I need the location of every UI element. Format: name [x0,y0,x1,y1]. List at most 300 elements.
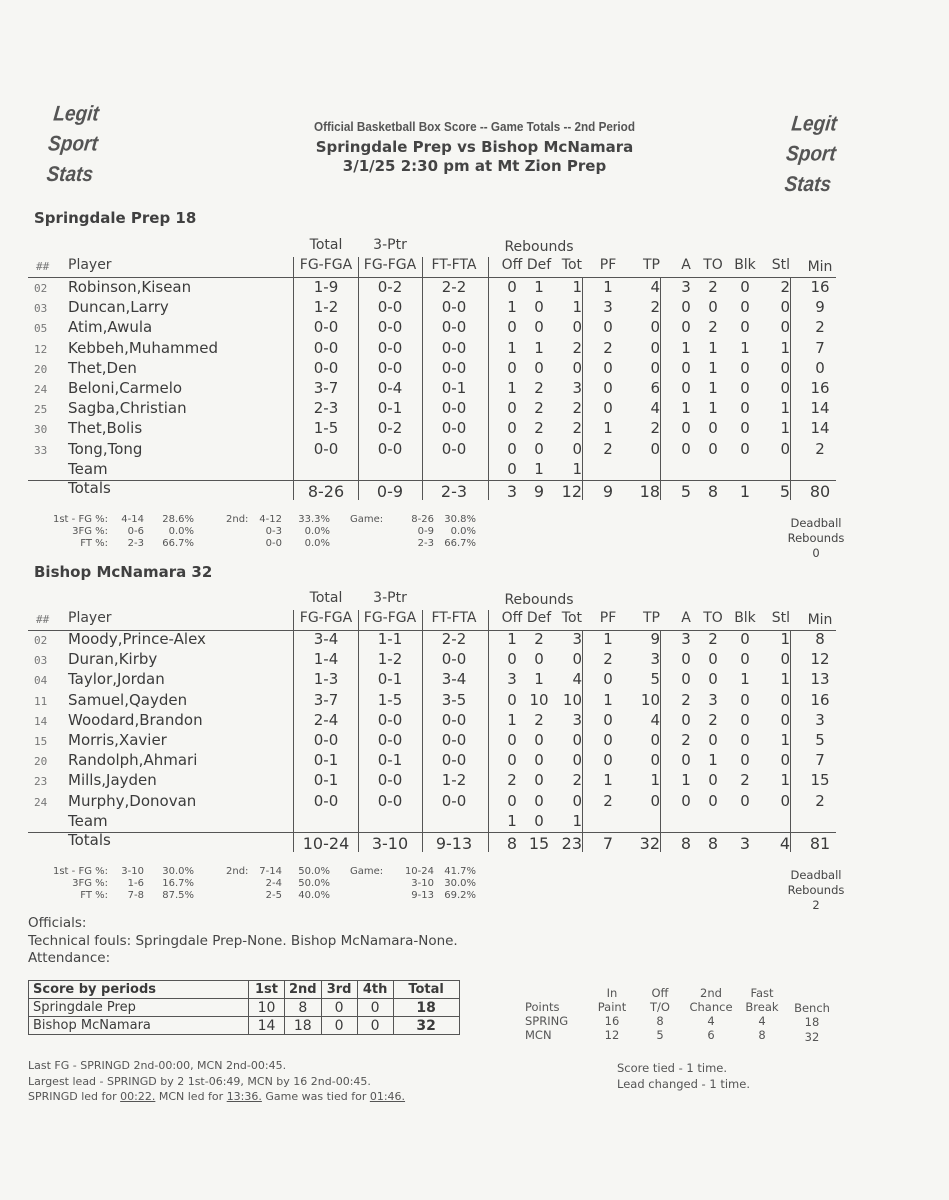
last-fg-note: Last FG - SPRINGD 2nd-00:00, MCN 2nd-00:45. [28,1059,287,1072]
col-header-to: TO [703,257,723,273]
stat-a: 0 [681,419,691,438]
stat-tp: 0 [650,318,660,337]
totals-rule [28,480,836,481]
stat-off: 1 [507,630,517,648]
stat-min: 5 [815,731,825,749]
player-name: Team [68,459,108,478]
col-header-blk: Blk [734,257,756,273]
stat-def: 1 [534,278,544,296]
stat-fg: 3-7 [313,690,339,709]
stat-fg: 1-9 [313,278,339,296]
points-head-to-l1: Off [651,986,669,1000]
col-header-def: Def [526,610,552,626]
pct-p1-pct: 87.5% [162,890,194,901]
stat-a: 0 [681,751,691,770]
col-header-stl: Stl [771,257,790,273]
stat-tp: 1 [650,771,660,790]
stat-tp: 9 [650,630,660,648]
player-number: 20 [34,362,48,376]
pct-p1-pct: 28.6% [162,514,194,525]
periods-header-total: Total [393,981,459,999]
stat-tp3: 0-1 [377,751,403,770]
stat-stl: 0 [780,379,790,397]
stat-a: 0 [681,379,691,397]
stat-fg: 2-3 [313,399,339,418]
stat-fg: 1-2 [313,298,339,317]
tied-label: Game was tied for [265,1090,367,1103]
stat-stl: 1 [780,731,790,749]
stat-pf: 0 [603,731,613,749]
pct-2nd-label: 2nd: [226,866,249,877]
stat-min: 16 [810,379,830,397]
stat-min: 15 [810,771,830,790]
totals-to: 8 [707,482,719,501]
pct-game-pct: 66.7% [444,538,476,549]
pct-game-made: 10-24 [404,866,434,877]
col-header-to: TO [703,610,723,626]
stat-stl: 0 [780,318,790,337]
col-header-min: Min [807,259,833,275]
pct-game-label: Game: [350,866,384,877]
stat-tp3: 0-4 [377,379,403,397]
stat-to: 0 [708,791,718,810]
stat-tp: 0 [650,731,660,749]
stat-stl: 0 [780,791,790,810]
stat-fg: 0-1 [313,771,339,790]
stat-min: 9 [815,298,825,317]
stat-blk: 0 [740,690,750,709]
stat-a: 0 [681,670,691,689]
stat-min: 16 [810,690,830,709]
periods-q3: 0 [321,999,357,1017]
pct-p2-made: 4-12 [259,514,282,525]
stat-off: 0 [507,751,517,770]
stat-min: 8 [815,630,825,648]
stat-tp: 0 [650,358,660,377]
pct-p1-pct: 16.7% [162,878,194,889]
player-number: 02 [34,634,48,647]
periods-row [29,1017,460,1035]
player-name: Kebbeh,Muhammed [68,338,218,357]
column-divider [790,630,791,852]
player-number: 25 [34,403,48,417]
points-head-chance [684,986,738,1014]
stat-stl: 0 [780,298,790,317]
col-header-num: ## [36,260,50,273]
totals-blk: 1 [739,482,751,501]
pct-2nd-label: 2nd: [226,514,249,525]
player-number: 14 [34,714,48,728]
stat-off: 1 [507,379,517,397]
logo-word: Stats [45,162,95,187]
stat-pf: 0 [603,358,613,377]
pct-p2-made: 2-5 [265,890,282,901]
stat-stl: 0 [780,751,790,770]
stat-def: 0 [534,791,544,810]
player-name: Thet,Bolis [68,419,143,438]
periods-q3: 0 [321,1017,357,1035]
periods-row [29,999,460,1017]
stat-off: 0 [507,399,517,418]
stat-tp: 0 [650,338,660,357]
player-name: Randolph,Ahmari [68,751,198,770]
totals-label: Totals [68,479,111,497]
player-name: Taylor,Jordan [68,670,165,689]
stat-tot: 0 [572,731,582,749]
points-bench: 18 [804,1015,820,1029]
deadball-label: Deadball [790,868,842,882]
totals-pf: 7 [602,834,614,853]
stat-stl: 0 [780,358,790,377]
totals-ft: 2-3 [440,482,468,501]
totals-stl: 4 [779,834,790,853]
stat-off: 0 [507,318,517,337]
stat-pf: 1 [603,278,613,296]
stat-stl: 1 [780,399,790,418]
periods-team: Springdale Prep [29,999,249,1017]
points-chance: 6 [707,1028,715,1042]
stat-def: 0 [534,298,544,317]
stat-min: 7 [815,751,825,770]
stat-min: 16 [810,278,830,296]
totals-a: 8 [680,834,692,853]
stat-blk: 0 [740,298,750,317]
stat-ft: 0-0 [441,318,467,337]
pct-p2-made: 7-14 [259,866,282,877]
stat-ft: 3-4 [441,670,467,689]
stat-tp3: 1-1 [377,630,403,648]
stat-off: 1 [507,338,517,357]
stat-def: 2 [534,379,544,397]
stat-to: 3 [708,690,718,709]
deadball-label: Deadball [790,516,842,530]
pct-label: FT %: [80,890,108,901]
stat-def: 0 [534,771,544,790]
stat-fg: 1-3 [313,670,339,689]
stat-fg: 2-4 [313,710,339,729]
periods-q1: 10 [249,999,285,1017]
player-number: 03 [34,654,48,668]
points-team: SPRING [525,1014,569,1028]
pct-game-pct: 41.7% [444,866,476,877]
periods-q2: 8 [285,999,322,1017]
stat-min: 3 [815,710,825,729]
stat-tp: 4 [650,278,660,296]
points-head-to-l2: T/O [650,1000,670,1014]
stat-tot: 1 [572,278,582,296]
points-head-fastbreak [740,986,784,1014]
player-number: 24 [34,795,48,809]
stat-stl: 1 [780,630,790,648]
stat-to: 1 [708,751,718,770]
col-header-tot: Tot [561,610,582,626]
stat-tp3: 0-0 [377,318,403,337]
stat-pf: 1 [603,419,613,438]
points-head-to [640,986,680,1014]
player-number: 33 [34,443,48,457]
player-name: Duncan,Larry [68,298,169,317]
group-3ptr-header: 3-Ptr [373,590,407,606]
totals-def: 15 [528,834,550,853]
player-number: 02 [34,282,48,295]
col-header-num: ## [36,613,50,626]
pct-p2-pct: 0.0% [304,526,330,537]
totals-ft: 9-13 [435,834,473,853]
group-rebounds-header: Rebounds [504,239,574,255]
stat-pf: 2 [603,439,613,458]
player-number: 12 [34,342,48,356]
stat-def: 2 [534,419,544,438]
stat-off: 1 [507,710,517,729]
pct-label: 3FG %: [72,526,108,537]
deadball-value: 0 [812,546,820,560]
stat-blk: 0 [740,278,750,296]
led-b-label: MCN led for [158,1090,224,1103]
totals-tp3: 3-10 [371,834,409,853]
points-head-paint-l1: In [606,986,618,1000]
points-head-bench: Bench [794,1001,830,1015]
stat-pf: 2 [603,650,613,669]
stat-to: 2 [708,318,718,337]
stat-ft: 3-5 [441,690,467,709]
stat-blk: 0 [740,751,750,770]
stat-tp3: 1-5 [377,690,403,709]
player-name: Morris,Xavier [68,731,167,749]
totals-rule [28,832,836,833]
group-total-header: Total [309,237,343,253]
stat-pf: 1 [603,690,613,709]
stat-a: 3 [681,630,691,648]
stat-fg: 0-0 [313,731,339,749]
points-head-fastbreak-l1: Fast [750,986,774,1000]
column-divider [358,257,359,500]
col-header-tp: TP [643,610,660,626]
stat-a: 0 [681,298,691,317]
pct-game-made: 0-9 [417,526,434,537]
stat-stl: 1 [780,419,790,438]
player-name: Robinson,Kisean [68,278,192,296]
logo-word: Stats [783,172,833,197]
led-a-time: 00:22. [120,1090,156,1103]
col-header-pf: PF [599,610,617,626]
stat-fg: 3-7 [313,379,339,397]
stat-tp: 0 [650,439,660,458]
stat-tot: 1 [572,459,582,478]
points-head-paint-l2: Paint [597,1000,627,1014]
player-number: 24 [34,383,48,396]
stat-a: 1 [681,338,691,357]
stat-def: 2 [534,710,544,729]
player-number: 05 [34,322,48,336]
player-name: Mills,Jayden [68,771,157,790]
col-header-def: Def [526,257,552,273]
stat-pf: 3 [603,298,613,317]
score-by-periods-table [28,980,460,1035]
pct-p2-pct: 40.0% [298,890,330,901]
stat-blk: 0 [740,439,750,458]
col-header-fg: FG-FGA [299,257,353,273]
stat-blk: 0 [740,379,750,397]
stat-tp3: 0-0 [377,731,403,749]
points-bench: 32 [804,1030,820,1044]
officials-line: Officials: [28,915,87,931]
stat-tot: 0 [572,751,582,770]
points-chance: 4 [707,1014,715,1028]
points-fastbreak: 8 [758,1028,766,1042]
stat-fg: 0-0 [313,358,339,377]
column-divider [293,610,294,852]
points-head-chance-l2: Chance [689,1000,733,1014]
stat-def: 2 [534,630,544,648]
pct-game-pct: 30.8% [444,514,476,525]
totals-min: 80 [809,482,831,501]
periods-header-q2: 2nd [285,981,322,999]
stat-tot: 4 [572,670,582,689]
stat-stl: 0 [780,650,790,669]
stat-def: 0 [534,731,544,749]
player-name: Atim,Awula [68,318,153,337]
tied-time: 01:46. [369,1090,406,1103]
stat-tot: 1 [572,298,582,317]
stat-to: 2 [708,710,718,729]
periods-total: 32 [393,1017,459,1035]
column-divider [660,630,661,852]
stat-def: 0 [534,439,544,458]
totals-label: Totals [68,831,111,849]
totals-pf: 9 [602,482,614,501]
stat-tp: 6 [650,379,660,397]
points-to: 8 [656,1014,664,1028]
group-total-header: Total [309,590,343,606]
stat-tp3: 0-2 [377,419,403,438]
col-header-a: A [681,257,691,273]
pct-game-made: 8-26 [411,514,434,525]
stat-off: 0 [507,791,517,810]
pct-p1-made: 7-8 [127,890,144,901]
pct-label: 3FG %: [72,878,108,889]
stat-to: 0 [708,419,718,438]
stat-a: 3 [681,278,691,296]
stat-tp: 0 [650,751,660,770]
player-name: Moody,Prince-Alex [68,630,206,648]
totals-tot: 12 [561,482,582,501]
column-divider [422,610,423,852]
stat-tot: 0 [572,318,582,337]
stat-def: 1 [534,338,544,357]
pct-p1-pct: 66.7% [162,538,194,549]
totals-tp3: 0-9 [376,482,404,501]
stat-to: 0 [708,439,718,458]
stat-a: 0 [681,439,691,458]
stat-a: 0 [681,791,691,810]
column-divider [488,257,489,500]
pct-p2-made: 0-0 [265,538,282,549]
stat-pf: 0 [603,670,613,689]
periods-q1: 14 [249,1017,285,1035]
pct-p2-made: 0-3 [265,526,282,537]
stat-to: 2 [708,630,718,648]
stat-blk: 2 [740,771,750,790]
stat-pf: 0 [603,318,613,337]
stat-tp3: 0-0 [377,298,403,317]
stat-tp: 0 [650,791,660,810]
pct-game-made: 3-10 [411,878,434,889]
stat-blk: 0 [740,358,750,377]
stat-to: 0 [708,298,718,317]
stat-fg: 1-4 [313,650,339,669]
stat-blk: 0 [740,731,750,749]
pct-label: 1st - FG %: [52,866,108,877]
team-title: Bishop McNamara 32 [34,563,213,581]
stat-to: 1 [708,379,718,397]
stat-off: 3 [507,670,517,689]
stat-off: 2 [507,771,517,790]
stat-tp3: 0-0 [377,439,403,458]
stat-off: 0 [507,439,517,458]
stat-stl: 1 [780,670,790,689]
stat-ft: 0-0 [441,751,467,770]
stat-a: 2 [681,690,691,709]
pct-p1-made: 4-14 [121,514,144,525]
stat-ft: 2-2 [441,630,467,648]
stat-blk: 0 [740,630,750,648]
stat-def: 1 [534,459,544,478]
stat-a: 0 [681,710,691,729]
stat-to: 0 [708,771,718,790]
deadball-label-2: Rebounds [787,531,845,545]
stat-to: 0 [708,650,718,669]
stat-blk: 0 [740,399,750,418]
periods-header-q3: 3rd [321,981,357,999]
col-header-off: Off [501,257,523,273]
stat-fg: 0-0 [313,439,339,458]
stat-tot: 0 [572,439,582,458]
stat-blk: 0 [740,419,750,438]
stat-min: 14 [810,399,830,418]
periods-q4: 0 [357,999,393,1017]
points-head-chance-l1: 2nd [700,986,722,1000]
group-3ptr-header: 3-Ptr [373,237,407,253]
stat-def: 0 [534,358,544,377]
points-paint: 16 [604,1014,620,1028]
points-fastbreak: 4 [758,1014,766,1028]
column-divider [293,257,294,500]
stat-pf: 1 [603,771,613,790]
stat-stl: 1 [780,338,790,357]
stat-tp3: 0-2 [377,278,403,296]
stat-blk: 0 [740,710,750,729]
pct-label: FT %: [80,538,108,549]
stat-to: 1 [708,338,718,357]
stat-min: 12 [810,650,830,669]
stat-fg: 1-5 [313,419,339,438]
player-name: Sagba,Christian [68,399,187,418]
stat-to: 0 [708,731,718,749]
col-header-fg: FG-FGA [299,610,353,626]
player-number: 30 [34,423,48,437]
player-name: Team [68,811,108,830]
stat-off: 1 [507,298,517,317]
stat-a: 0 [681,318,691,337]
score-tied-note: Score tied - 1 time. [617,1061,728,1075]
col-header-player: Player [68,257,112,273]
stat-tot: 0 [572,650,582,669]
led-a-label: SPRINGD led for [28,1090,117,1103]
stat-off: 0 [507,278,517,296]
group-rebounds-header: Rebounds [504,592,574,608]
col-header-tp3: FG-FGA [363,257,417,273]
lead-changed-note: Lead changed - 1 time. [617,1077,750,1091]
